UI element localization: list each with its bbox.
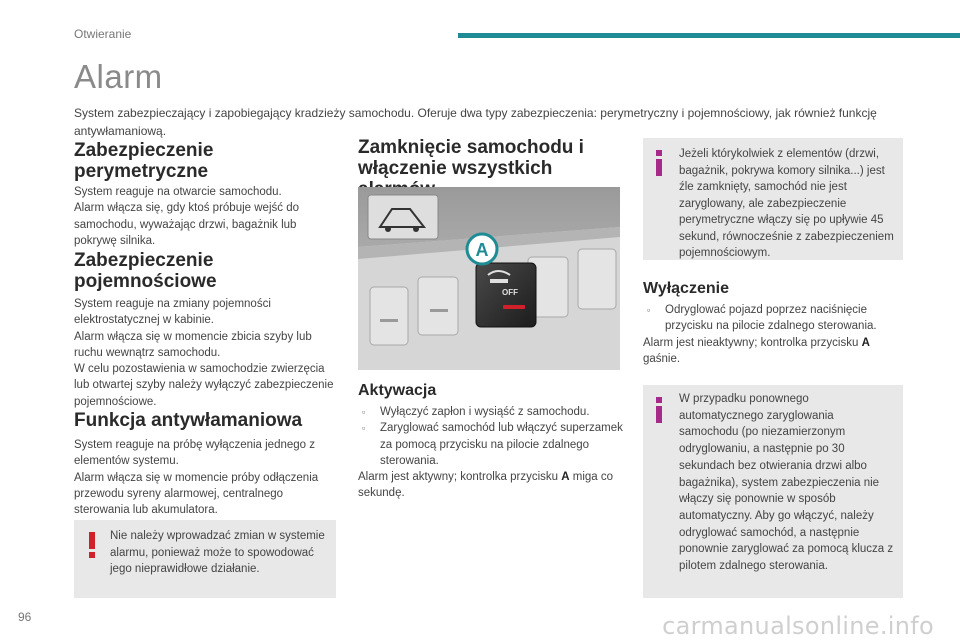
tilt-p1: System reaguje na próbę wyłączenia jednego z elementów systemu. [74, 439, 316, 468]
deactivation-steps [643, 302, 903, 335]
bullet-icon: ▫ [362, 423, 366, 434]
page-number: 96 [18, 610, 32, 624]
tilt-text [74, 437, 339, 518]
activation-text [358, 404, 623, 502]
warning-icon [88, 532, 96, 558]
photo-callout-label: A [475, 240, 489, 260]
perimeter-p1: System reaguje na otwarcie samochodu. [74, 186, 282, 198]
intro-paragraph: System zabezpieczający i zapobiegający kradzieży samochodu. Oferuje dwa typy zabezpieczenia: perymetryczny i pojemnościowy, jak również funkcję antywłamaniową. [74, 106, 877, 138]
activation-status: Alarm jest aktywny; kontrolka przycisku A miga co sekundę. [358, 471, 614, 500]
list-item: ▫ Zaryglować samochód lub włączyć superzamek za pomocą przycisku na pilocie zdalnego sterowania. [362, 422, 623, 467]
tilt-p2: Alarm włącza się w momencie próby odłączenia przewodu syreny alarmowej, centralnego sterowania lub akumulatora. [74, 471, 319, 517]
page-title: Alarm [74, 58, 163, 95]
heading-perimeter: Zabezpieczenie perymetryczne [74, 140, 214, 182]
warning-note [74, 520, 336, 598]
volumetric-text [74, 296, 339, 410]
volumetric-p1: System reaguje na zmiany pojemności elektrostatycznej w kabinie. [74, 298, 271, 327]
heading-volumetric: Zabezpieczenie pojemnościowe [74, 250, 217, 292]
info-note-incomplete-lock [643, 138, 903, 260]
warning-note-text: Nie należy wprowadzać zmian w systemie alarmu, ponieważ może to spowodować jego nieprawidłowe działanie. [110, 530, 325, 575]
list-item: ▫ Wyłączyć zapłon i wysiąść z samochodu. [358, 404, 623, 420]
heading-tilt: Funkcja antywłamaniowa [74, 410, 303, 431]
info-note-1-text: Jeżeli którykolwiek z elementów (drzwi, bagażnik, pokrywa komory silnika...) jest źle zamknięty, samochód nie jest zaryglowany, ale zabezpieczenie perymetryczne włączy się po upływie 45 sekund, równocześnie z zabezpieczeniem pojemnościowym. [679, 148, 894, 259]
perimeter-text [74, 184, 339, 249]
info-icon [655, 397, 663, 423]
heading-deactivation: Wyłączenie [643, 280, 729, 297]
deactivation-text [643, 302, 903, 367]
volumetric-p3: W celu pozostawienia w samochodzie zwierzęcia lub otwartej szyby należy wyłączyć zabezpieczenie pojemnościowe. [74, 363, 334, 408]
info-note-2-text: W przypadku ponownego automatycznego zaryglowania samochodu (po niezamierzonym odryglowaniu, a następnie po 30 sekundach bez otwierania drzwi albo bagażnika), system zabezpieczenia nie włączy się ponownie w sposób automatyczny. Aby go włączyć, należy odryglować samochód, a następnie ponownie zaryglować za pomocą klucza z pilotem zdalnego sterowania. [679, 393, 894, 573]
volumetric-p2: Alarm włącza się w momencie zbicia szyby lub ruchu wewnątrz samochodu. [74, 330, 312, 359]
activation-steps [358, 404, 623, 469]
deactivation-status: Alarm jest nieaktywny; kontrolka przycisku A gaśnie. [643, 336, 870, 365]
alarm-button-photo [358, 187, 620, 370]
info-icon [655, 150, 663, 176]
watermark: carmanualsonline.info [662, 612, 934, 640]
bullet-icon: ▫ [647, 305, 651, 315]
bullet-icon: ▫ [362, 407, 366, 417]
photo-button-text: OFF [502, 288, 518, 297]
list-item: ▫ Odryglować pojazd poprzez naciśnięcie przycisku na pilocie zdalnego sterowania. [647, 304, 877, 333]
header-accent-bar [458, 33, 960, 38]
heading-activation: Aktywacja [358, 382, 437, 399]
heading-lock-all: Zamknięcie samochodu i włączenie wszystkich [358, 137, 584, 179]
section-title: Otwieranie [74, 27, 132, 41]
perimeter-p2: Alarm włącza się, gdy ktoś próbuje wejść do samochodu, wyważając drzwi, bagażnik lub pokrywę silnika. [74, 202, 299, 247]
info-note-relock [643, 385, 903, 598]
